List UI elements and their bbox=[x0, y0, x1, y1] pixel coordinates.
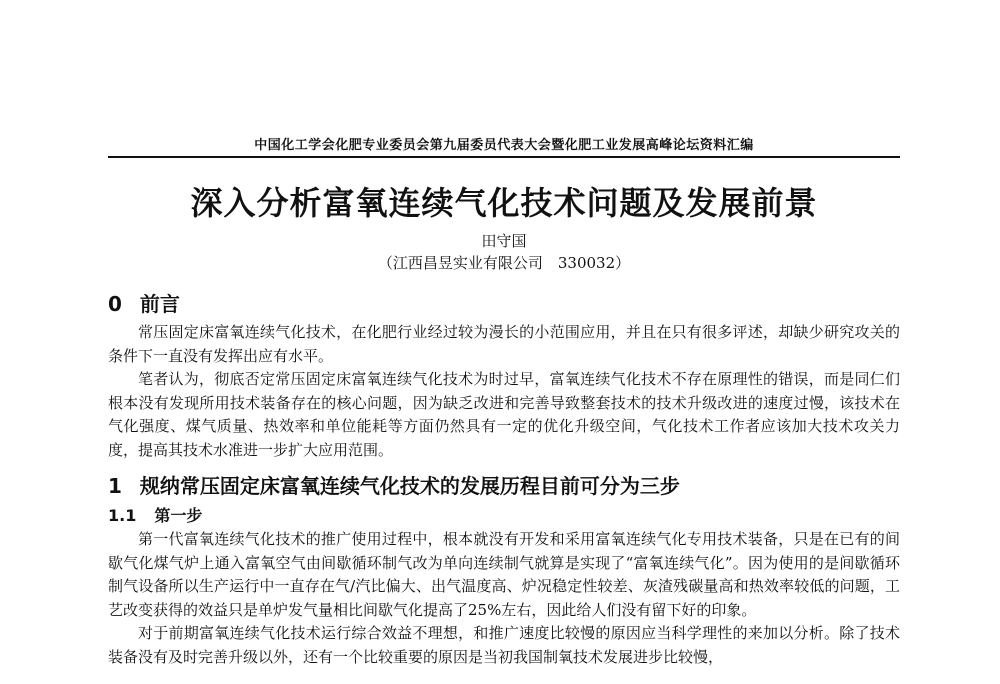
article-author: 田守国 bbox=[481, 232, 527, 250]
section-heading-1 bbox=[108, 470, 900, 499]
article-body bbox=[108, 280, 900, 669]
running-header: 中国化工学会化肥专业委员会第九届委员代表大会暨化肥工业发展高峰论坛资料汇编 bbox=[254, 138, 754, 153]
subsection-title: 第一步 bbox=[154, 506, 203, 525]
paragraph: 常压固定床富氧连续气化技术，在化肥行业经过较为漫长的小范围应用，并且在只有很多评述，却缺少研究攻关的条件下一直没有发挥出应有水平。 bbox=[108, 323, 900, 365]
header-rule bbox=[108, 156, 900, 158]
article-affiliation: （江西昌昱实业有限公司 330032） bbox=[377, 254, 631, 272]
paragraph: 第一代富氧连续气化技术的推广使用过程中，根本就没有开发和采用富氧连续气化专用技术装备，只是在已有的间歇气化煤气炉上通入富氧空气由间歇循环制气改为单向连续制气就算是实现了“富氧连续气化”。因为使用的是间歇循环制气设备所以生产运行中一直存在气/汽比偏大、出气温度高、炉况稳定性较差、灰渣残碳量高和热效率较低的问题，工艺改变获得的效益只是单炉发气量相比间歇气化提高了25%左右，因此给人们没有留下好的印象。 bbox=[108, 530, 900, 619]
subsection-number: 1.1 bbox=[108, 506, 137, 525]
paragraph: 笔者认为，彻底否定常压固定床富氧连续气化技术为时过早，富氧连续气化技术不存在原理性的错误，而是同仁们根本没有发现所用技术装备存在的核心问题，因为缺乏改进和完善导致整套技术的技术升级改进的速度过慢，该技术在气化强度、煤气质量、热效率和单位能耗等方面仍然具有一定的优化升级空间，气化技术工作者应该加大技术攻关力度，提高其技术水准进一步扩大应用范围。 bbox=[108, 370, 900, 459]
paragraph: 对于前期富氧连续气化技术运行综合效益不理想，和推广速度比较慢的原因应当科学理性的来加以分析。除了技术装备没有及时完善升级以外，还有一个比较重要的原因是当初我国制氧技术发展进步比较慢， bbox=[108, 624, 900, 666]
article-title: 深入分析富氧连续气化技术问题及发展前景 bbox=[190, 184, 818, 222]
section-heading-0 bbox=[108, 288, 900, 317]
section-title: 规纳常压固定床富氧连续气化技术的发展历程目前可分为三步 bbox=[139, 474, 680, 498]
section-number: 0 bbox=[108, 292, 122, 316]
section-title: 前言 bbox=[139, 292, 180, 316]
subsection-heading-1-1 bbox=[108, 503, 900, 526]
section-number: 1 bbox=[108, 474, 122, 498]
